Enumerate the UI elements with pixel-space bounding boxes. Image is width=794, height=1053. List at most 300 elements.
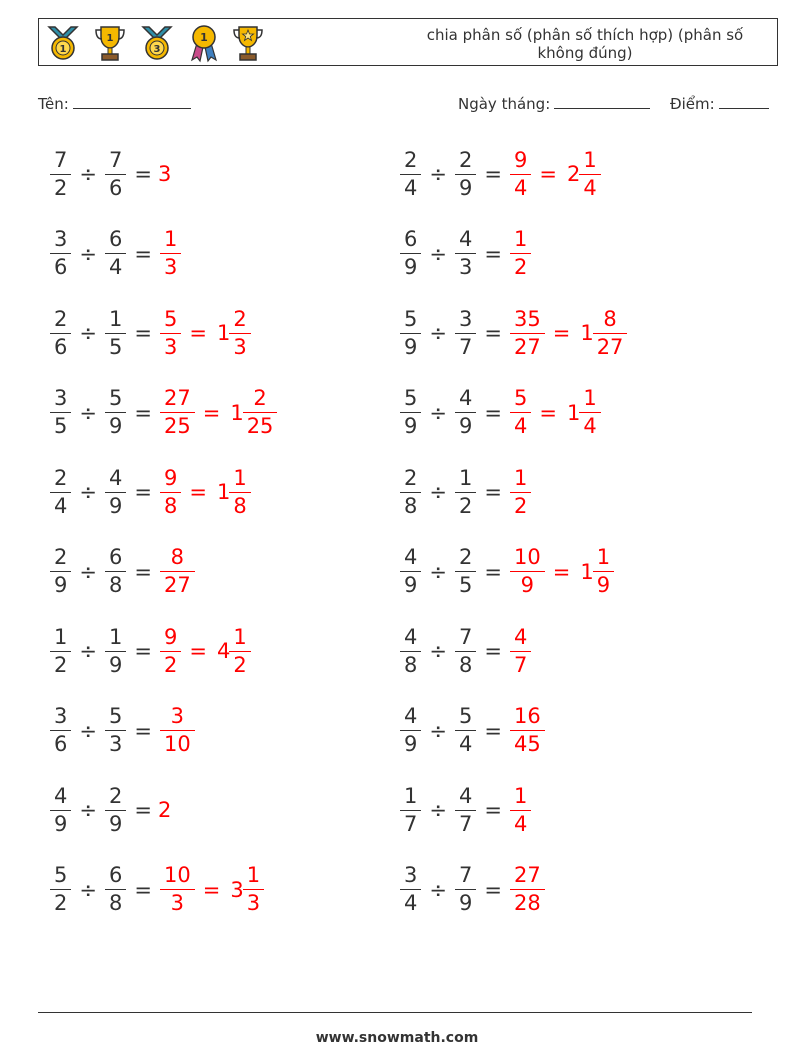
divide-sign: ÷ [79,877,97,902]
answer [508,229,533,278]
equals-sign: = [134,241,152,266]
denominator: 9 [400,333,421,358]
divide-sign: ÷ [79,400,97,425]
denominator: 2 [160,651,181,676]
problem-item [398,224,533,284]
denominator: 6 [50,253,71,278]
problem-item [48,224,183,284]
answer-fraction [162,706,193,755]
answer-fraction [512,388,529,437]
numerator: 4 [54,783,68,808]
answer [508,147,603,200]
mixed-fraction-part [581,147,598,200]
score-label: Điểm: [670,95,715,113]
denominator: 7 [455,333,476,358]
dividend-fraction [52,465,69,518]
equals-sign: = [484,798,502,822]
numerator: 6 [108,227,123,251]
denominator: 9 [105,412,126,437]
denominator: 7 [455,810,476,835]
answer [158,798,171,822]
answer-fraction [512,147,529,200]
divisor-fraction [457,624,474,677]
numerator: 2 [404,465,418,490]
answer [158,465,253,518]
answer-fraction [162,229,179,278]
equals-sign: = [484,877,502,902]
divide-sign: ÷ [429,798,447,822]
numerator: 8 [603,306,617,331]
numerator: 27 [513,863,541,887]
mixed-whole-part: 1 [566,400,581,425]
footer-divider [38,1012,752,1013]
score-field [670,95,769,113]
divisor-fraction [457,306,474,359]
denominator: 27 [160,571,195,596]
worksheet-title: chia phân số (phân số thích hợp) (phân số không đúng) [426,26,744,62]
numerator: 5 [108,386,123,410]
date-label: Ngày tháng: [458,95,551,113]
equals-sign: = [134,877,152,902]
denominator: 6 [50,730,71,755]
dividend-fraction [52,865,69,914]
numerator: 2 [458,545,473,569]
dividend-fraction [402,465,419,518]
numerator: 1 [513,783,528,808]
denominator: 9 [400,571,421,596]
divide-sign: ÷ [79,480,97,504]
numerator: 7 [458,624,473,649]
equals-sign: = [134,400,152,425]
answer-fraction [162,388,193,437]
ribbon-medal-1-icon [187,23,221,63]
denominator: 27 [593,333,628,358]
numerator: 27 [163,386,191,410]
denominator: 9 [105,492,126,517]
divide-sign: ÷ [79,798,97,822]
answer [508,388,603,437]
dividend-fraction [52,624,69,677]
denominator: 8 [105,889,126,914]
denominator: 9 [400,412,421,437]
problem-item [48,383,279,443]
numerator: 2 [253,386,267,410]
divide-sign: ÷ [79,639,97,663]
numerator: 3 [54,227,68,251]
dividend-fraction [52,388,69,437]
answer-fraction [512,865,543,914]
numerator: 1 [233,624,247,649]
equals-sign: = [134,718,152,743]
answer-fraction [162,306,179,359]
mixed-fraction-part [595,306,626,359]
mixed-fraction-part [595,547,612,596]
denominator: 8 [400,492,421,517]
problem-item [398,383,603,443]
score-blank[interactable] [719,96,769,109]
numerator: 10 [513,545,541,569]
equals-sign: = [484,480,502,504]
answer-fraction [162,624,179,677]
dividend-fraction [52,783,69,836]
divisor-fraction [107,865,124,914]
denominator: 3 [243,889,264,914]
divisor-fraction [457,147,474,200]
numerator: 1 [233,465,247,490]
answer [508,706,547,755]
denominator: 25 [243,412,278,437]
mixed-whole-part: 1 [230,400,244,425]
numerator: 5 [163,306,178,331]
mixed-whole-part: 2 [566,162,581,186]
numerator: 1 [513,465,528,490]
numerator: 4 [108,465,123,490]
divide-sign: ÷ [429,639,447,663]
divisor-fraction [107,306,124,359]
numerator: 1 [246,863,261,887]
denominator: 4 [400,174,421,199]
denominator: 8 [229,492,250,517]
answer [508,465,533,518]
denominator: 6 [50,333,71,358]
numerator: 5 [458,704,473,728]
equals-sign: = [134,798,152,822]
denominator: 9 [455,412,476,437]
problem-item [48,144,171,204]
problem-item [398,144,603,204]
denominator: 27 [510,333,545,358]
numerator: 3 [458,306,473,331]
divisor-fraction [107,388,124,437]
mixed-whole-part: 1 [216,480,231,504]
answer [158,624,253,677]
svg-text:1: 1 [106,33,114,44]
denominator: 2 [50,889,71,914]
problem-item [398,462,533,522]
numerator: 2 [108,783,123,808]
denominator: 28 [510,889,545,914]
numerator: 6 [404,227,418,251]
numerator: 2 [458,147,473,172]
numerator: 4 [404,545,418,569]
denominator: 7 [510,651,531,676]
equals-sign: = [484,241,502,266]
denominator: 25 [160,412,195,437]
numerator: 5 [404,386,418,410]
problem-item [398,303,629,363]
numerator: 2 [54,545,68,569]
date-blank[interactable] [554,96,650,109]
equals-sign: = [484,321,502,345]
mixed-fraction-part [231,624,248,677]
numerator: 3 [404,863,418,887]
numerator: 5 [108,704,123,728]
numerator: 1 [458,465,473,490]
denominator: 8 [105,571,126,596]
trophy-1-icon [93,23,127,63]
numerator: 16 [513,704,541,728]
answer [508,783,533,836]
divisor-fraction [107,465,124,518]
numerator: 1 [404,783,418,808]
denominator: 4 [579,174,600,199]
mixed-fraction-part [245,388,276,437]
equals-sign: = [539,400,557,425]
denominator: 3 [105,730,126,755]
equals-sign: = [484,639,502,663]
mixed-whole-part: 3 [230,877,244,902]
divisor-fraction [107,147,124,200]
problem-item [48,860,266,920]
numerator: 6 [108,545,123,569]
denominator: 4 [400,889,421,914]
numerator: 7 [54,147,68,172]
denominator: 8 [160,492,181,517]
problem-item [48,542,197,602]
answer [508,865,547,914]
divisor-fraction [457,547,474,596]
answer-fraction [512,624,529,677]
denominator: 9 [400,730,421,755]
denominator: 2 [229,651,250,676]
numerator: 9 [513,147,528,172]
equals-sign: = [552,321,571,345]
answer [508,624,533,677]
denominator: 9 [50,810,71,835]
dividend-fraction [402,306,419,359]
denominator: 3 [229,333,250,358]
numerator: 1 [513,227,528,251]
divisor-fraction [107,624,124,677]
answer-fraction [512,229,529,278]
equals-sign: = [539,162,557,186]
problem-item [398,860,547,920]
numerator: 6 [108,863,123,887]
problem-item [398,780,533,840]
denominator: 6 [105,174,126,199]
equals-sign: = [484,400,502,425]
answer-whole-number: 2 [157,798,172,822]
divide-sign: ÷ [79,559,97,584]
denominator: 9 [400,253,421,278]
numerator: 1 [108,306,123,331]
divide-sign: ÷ [429,321,447,345]
numerator: 3 [54,704,68,728]
equals-sign: = [134,162,152,186]
numerator: 4 [458,783,473,808]
mixed-whole-part: 4 [216,639,231,663]
dividend-fraction [402,865,419,914]
numerator: 2 [404,147,418,172]
equals-sign: = [484,162,502,186]
dividend-fraction [402,624,419,677]
equals-sign: = [134,639,152,663]
numerator: 2 [54,306,68,331]
trophy-star-icon [231,23,265,63]
equals-sign: = [552,559,571,584]
dividend-fraction [402,706,419,755]
answer [158,162,171,186]
denominator: 9 [455,174,476,199]
denominator: 8 [400,651,421,676]
divisor-fraction [457,388,474,437]
answer-fraction [512,306,543,359]
answer [508,547,616,596]
divide-sign: ÷ [429,241,447,266]
name-blank[interactable] [73,96,191,109]
denominator: 4 [105,253,126,278]
numerator: 9 [163,465,178,490]
numerator: 4 [458,227,473,251]
answer-fraction [512,706,543,755]
denominator: 2 [510,253,531,278]
numerator: 4 [404,624,418,649]
denominator: 2 [50,174,71,199]
equals-sign: = [134,321,152,345]
denominator: 4 [510,174,531,199]
numerator: 2 [233,306,247,331]
divide-sign: ÷ [79,162,97,186]
dividend-fraction [52,147,69,200]
answer-whole-number: 3 [157,162,172,186]
denominator: 2 [510,492,531,517]
denominator: 9 [455,889,476,914]
divide-sign: ÷ [79,321,97,345]
divide-sign: ÷ [429,718,447,743]
answer-fraction [512,465,529,518]
denominator: 9 [510,571,545,596]
answer [158,229,183,278]
answer [158,865,266,914]
numerator: 7 [108,147,123,172]
dividend-fraction [402,547,419,596]
divide-sign: ÷ [79,718,97,743]
problem-item [48,701,197,761]
numerator: 1 [583,147,597,172]
equals-sign: = [484,718,502,743]
divide-sign: ÷ [429,877,447,902]
answer-fraction [162,547,193,596]
numerator: 35 [513,306,541,331]
denominator: 5 [105,333,126,358]
dividend-fraction [52,547,69,596]
denominator: 10 [160,730,195,755]
numerator: 1 [596,545,611,569]
equals-sign: = [134,559,152,584]
answer [158,706,197,755]
mixed-fraction-part [245,865,262,914]
divisor-fraction [457,865,474,914]
numerator: 9 [163,624,178,649]
answer [508,306,629,359]
divisor-fraction [107,706,124,755]
name-field [38,95,191,113]
numerator: 10 [163,863,191,887]
numerator: 1 [163,227,178,251]
denominator: 8 [455,651,476,676]
answer-fraction [512,547,543,596]
denominator: 3 [160,889,195,914]
denominator: 9 [593,571,614,596]
footer-url: www.snowmath.com [315,1030,479,1046]
mixed-fraction-part [581,388,598,437]
icon-row [43,21,265,65]
answer [158,388,279,437]
divisor-fraction [457,706,474,755]
numerator: 5 [513,386,528,410]
dividend-fraction [52,306,69,359]
equals-sign: = [202,400,221,425]
dividend-fraction [402,388,419,437]
problem-item [48,303,253,363]
equals-sign: = [189,639,207,663]
divisor-fraction [107,783,124,836]
denominator: 45 [510,730,545,755]
dividend-fraction [402,783,419,836]
svg-text:1: 1 [59,44,67,55]
denominator: 3 [160,333,181,358]
svg-text:1: 1 [200,31,208,44]
denominator: 2 [50,651,71,676]
divisor-fraction [107,547,124,596]
divide-sign: ÷ [429,400,447,425]
numerator: 3 [54,386,68,410]
numerator: 4 [458,386,473,410]
numerator: 8 [170,545,185,569]
mixed-whole-part: 1 [216,321,231,345]
divisor-fraction [457,229,474,278]
equals-sign: = [484,559,502,584]
denominator: 4 [50,492,71,517]
svg-text:3: 3 [153,44,161,55]
medal-1-icon [43,23,83,63]
answer [158,306,253,359]
equals-sign: = [189,321,207,345]
denominator: 5 [455,571,476,596]
answer [158,547,197,596]
mixed-fraction-part [231,465,248,518]
problem-item [48,621,253,681]
numerator: 1 [583,386,597,410]
numerator: 1 [108,624,123,649]
numerator: 4 [513,624,528,649]
dividend-fraction [402,229,419,278]
problem-item [398,542,616,602]
denominator: 9 [105,810,126,835]
equals-sign: = [202,877,221,902]
numerator: 7 [458,863,473,887]
equals-sign: = [134,480,152,504]
denominator: 9 [50,571,71,596]
denominator: 2 [455,492,476,517]
answer-fraction [512,783,529,836]
date-field [458,95,650,113]
mixed-whole-part: 1 [580,321,594,345]
denominator: 3 [455,253,476,278]
worksheet-header [38,18,778,66]
numerator: 2 [54,465,68,490]
divide-sign: ÷ [429,559,447,584]
denominator: 5 [50,412,71,437]
divide-sign: ÷ [79,241,97,266]
numerator: 3 [170,704,185,728]
mixed-fraction-part [231,306,248,359]
dividend-fraction [52,706,69,755]
denominator: 4 [579,412,600,437]
divisor-fraction [457,465,474,518]
denominator: 4 [510,810,531,835]
answer-fraction [162,865,193,914]
